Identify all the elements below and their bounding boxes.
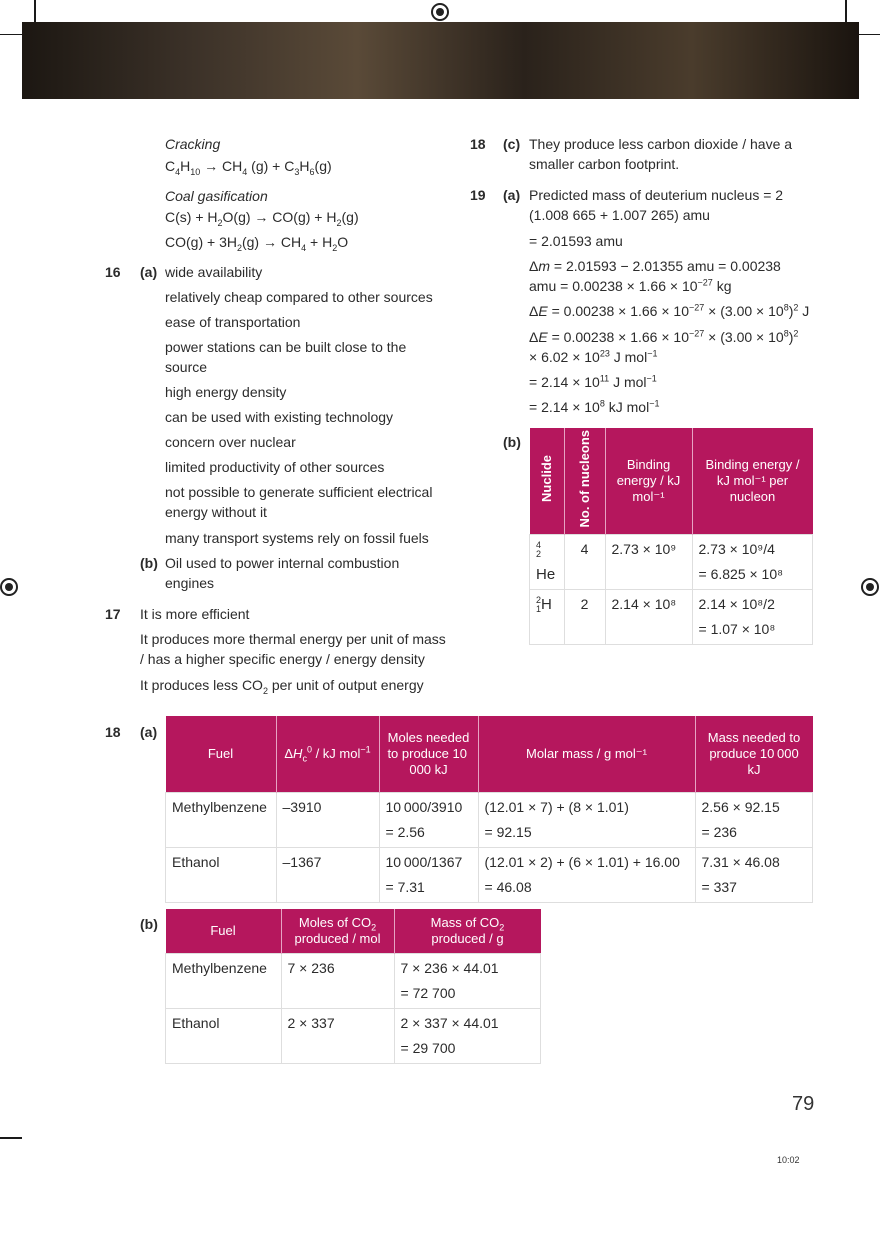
q19a-line: Δm = 2.01593 − 2.01355 amu = 0.00238 [529,258,781,274]
list-item: wide availability [165,264,263,280]
q16b-answer: Oil used to power internal combustion [165,555,400,571]
header-nucleons: No. of nucleons [564,428,605,534]
fuel-cell: Methylbenzene [166,792,277,847]
question-number: 19 [470,187,486,203]
header-binding-energy: Binding energy / kJ mol⁻¹ [605,428,692,534]
co2-table [165,909,541,1064]
mass-cell: 7.31 × 46.08 = 337 [695,847,813,902]
question-number: 18 [105,724,121,740]
list-item: power stations can be built close to the [165,339,407,355]
crop-mark [859,34,880,35]
mass-co2-cell: 7 × 236 × 44.01 = 72 700 [394,953,541,1008]
molar-mass-cell: (12.01 × 7) + (8 × 1.01) = 92.15 [478,792,695,847]
q19a-line: $\Delta E = 0.00238 \times 1.66 \times 10^{-27} \times (3.00 \times 10^8)^2$ [529,328,799,345]
header-moles-co2: Moles of $CO_2$ produced / mol [281,909,394,953]
fuel-cell: Ethanol [166,847,277,902]
q19a-line: Predicted mass of deuterium nucleus = 2 [529,187,784,203]
q19a-line: amu = $0.00238 \times 1.66 \times 10^{-27}$ kg [529,277,732,294]
header-binding-per-nucleon: Binding energy / kJ mol⁻¹ per nucleon [692,428,813,534]
header-fuel: Fuel [166,909,282,953]
list-item: ease of transportation [165,314,301,330]
question-part: (b) [140,916,158,932]
binding-energy-table [529,428,813,645]
fuel-cell: Methylbenzene [166,953,282,1008]
binding-cell: 2.73 × 10⁹ [605,534,692,589]
header-moles: Moles needed to produce 10 000 kJ [379,716,478,792]
q17-answer: It produces less $CO_2$ per unit of output energy [140,677,424,696]
coal-gasification-title: Coal gasification [165,188,268,204]
fuel-mass-table [165,716,813,903]
question-number: 17 [105,606,121,622]
crop-mark [845,0,847,22]
table-row [530,589,813,644]
list-item: not possible to generate sufficient electrical [165,484,433,500]
registration-mark-icon [0,578,18,596]
header-mass: Mass needed to produce 10 000 kJ [695,716,813,792]
q17-answer: It is more efficient [140,606,250,622]
moles-co2-cell: 2 × 337 [281,1008,394,1063]
molar-mass-cell: (12.01 × 2) + (6 × 1.01) + 16.00 = 46.08 [478,847,695,902]
header-enthalpy: $\Delta H_c^0$ / kJ mol$^{-1}$ [276,716,379,792]
header-fuel: Fuel [166,716,277,792]
crop-mark [34,0,36,22]
table-row [166,1008,541,1063]
table-row [530,534,813,589]
q19a-line: $\Delta E = 0.00238 \times 1.66 \times 10^{-27} \times (3.00 \times 10^8)^2$ J [529,302,810,319]
q18c-answer: They produce less carbon dioxide / have a [529,136,793,152]
header-molar-mass: Molar mass / g mol⁻¹ [478,716,695,792]
list-item: source [165,359,208,375]
list-item: relatively cheap compared to other sources [165,289,433,305]
header-mass-co2: Mass of $CO_2$ produced / g [394,909,541,953]
registration-mark-icon [861,578,879,596]
question-number: 18 [470,136,486,152]
q18c-answer: smaller carbon footprint. [529,156,680,172]
list-item: many transport systems rely on fossil fuels [165,530,429,546]
timestamp: 10:02 [777,1155,800,1165]
mass-co2-cell: 2 × 337 × 44.01 = 29 700 [394,1008,541,1063]
moles-co2-cell: 7 × 236 [281,953,394,1008]
moles-cell: 10 000/1367 = 7.31 [379,847,478,902]
nucleons-cell: 4 [564,534,605,589]
cracking-title: Cracking [165,136,221,152]
header-banner [22,22,859,99]
question-part: (b) [503,434,521,450]
moles-cell: 10 000/3910 = 2.56 [379,792,478,847]
list-item: limited productivity of other sources [165,459,385,475]
crop-mark [0,1137,22,1139]
question-part: (a) [140,724,158,740]
fuel-cell: Ethanol [166,1008,282,1063]
table-row [166,847,813,902]
enthalpy-cell: –1367 [276,847,379,902]
q16b-answer: engines [165,575,215,591]
q19a-line: = $2.14 \times 10^8$ kJ mol$^{-1}$ [529,398,660,415]
registration-mark-icon [431,3,449,21]
nuclide-cell: 4 2He [530,534,565,589]
q19a-line: × $6.02 \times 10^{23}$ J mol$^{-1}$ [529,348,658,365]
nuclide-cell: 2 1H [530,589,565,644]
q19a-line: = $2.14 \times 10^{11}$ J mol$^{-1}$ [529,373,657,390]
per-nucleon-cell: 2.14 × 10⁸/2 = 1.07 × 10⁸ [692,589,813,644]
question-part: (a) [140,264,158,280]
binding-cell: 2.14 × 10⁸ [605,589,692,644]
question-part: (b) [140,555,158,571]
per-nucleon-cell: 2.73 × 10⁹/4 = 6.825 × 10⁸ [692,534,813,589]
table-row [166,792,813,847]
header-nuclide: Nuclide [530,428,565,534]
question-part: (a) [503,187,521,203]
list-item: can be used with existing technology [165,409,394,425]
mass-cell: 2.56 × 92.15 = 236 [695,792,813,847]
list-item: concern over nuclear [165,434,296,450]
q17-answer: / has a higher specific energy / energy density [140,651,425,667]
gasification-equation-2: $CO(g) + 3H_2(g) \to CH_4 + H_2O$ [165,234,349,253]
question-number: 16 [105,264,121,280]
cracking-equation: $C_4H_{10} \to CH_4$ $(g) + C_3H_6(g)$ [165,158,332,177]
table-row [166,953,541,1008]
list-item: energy without it [165,504,267,520]
crop-mark [0,34,22,35]
q19a-line: = 2.01593 amu [529,233,623,249]
q19a-line: (1.008 665 + 1.007 265) amu [529,207,710,223]
list-item: high energy density [165,384,287,400]
question-part: (c) [503,136,521,152]
page-number: 79 [792,1093,815,1115]
gasification-equation-1: $C(s) + H_2O(g) \to CO(g) + H_2(g)$ [165,209,359,228]
nucleons-cell: 2 [564,589,605,644]
enthalpy-cell: –3910 [276,792,379,847]
q17-answer: It produces more thermal energy per unit of mass [140,631,446,647]
